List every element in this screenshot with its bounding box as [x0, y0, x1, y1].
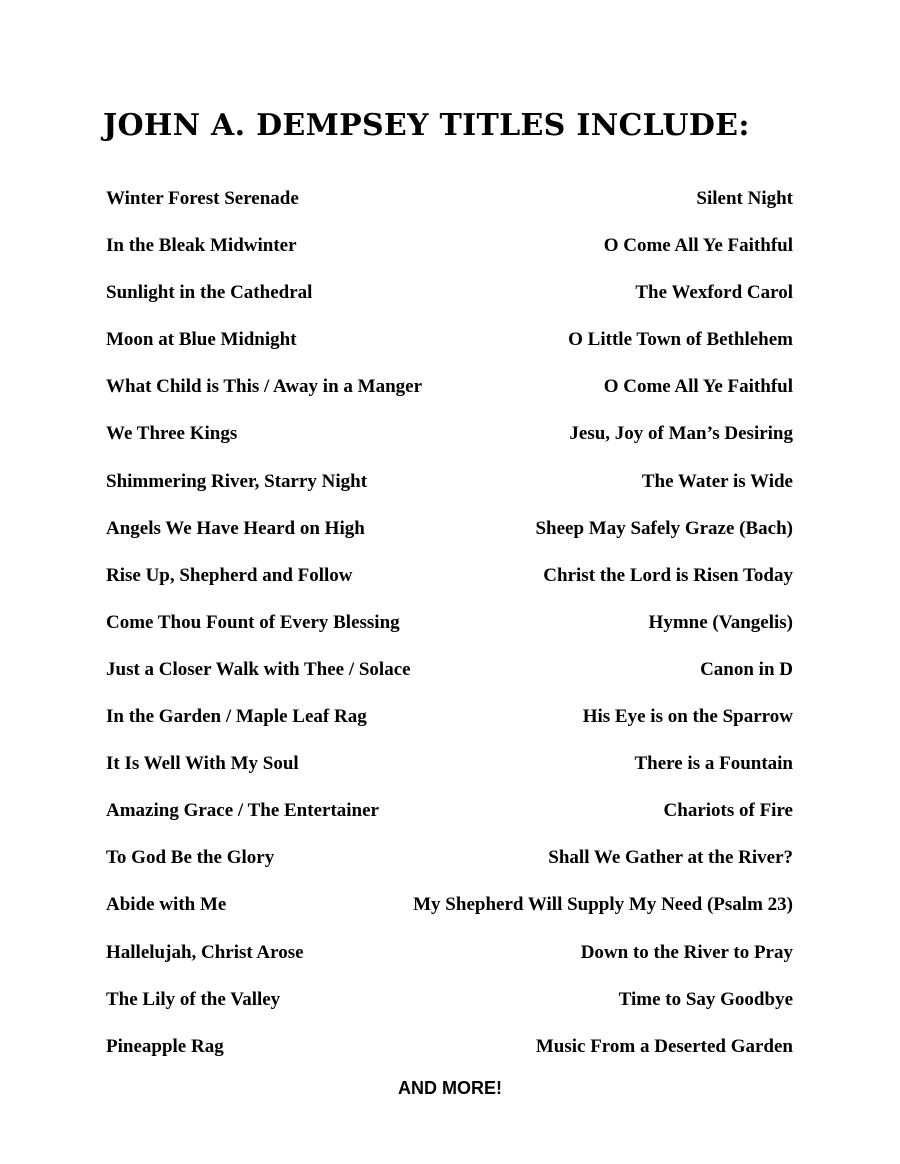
title-row	[106, 704, 793, 751]
title-row	[106, 657, 793, 704]
title-right: Sheep May Safely Graze (Bach)	[535, 517, 793, 539]
and-more-note: AND MORE!	[398, 1078, 502, 1098]
title-right: My Shepherd Will Supply My Need (Psalm 23)	[413, 894, 793, 916]
title-right: Shall We Gather at the River?	[548, 847, 793, 869]
title-row	[106, 845, 793, 892]
title-right: The Water is Wide	[641, 470, 793, 492]
title-row	[106, 186, 793, 233]
title-row	[106, 563, 793, 610]
title-right: O Come All Ye Faithful	[603, 235, 793, 257]
title-row	[106, 280, 793, 327]
title-left: Rise Up, Shepherd and Follow	[106, 564, 353, 586]
title-right: O Come All Ye Faithful	[603, 376, 793, 398]
title-left: Moon at Blue Midnight	[106, 329, 297, 351]
title-right: Silent Night	[696, 188, 793, 209]
title-left: To God Be the Glory	[106, 847, 275, 869]
title-left: We Three Kings	[106, 423, 238, 445]
title-row	[106, 233, 793, 280]
title-row	[106, 327, 793, 374]
title-right: There is a Fountain	[634, 753, 793, 775]
title-right: Down to the River to Pray	[580, 941, 793, 963]
title-right: O Little Town of Bethlehem	[568, 329, 793, 351]
title-left: Pineapple Rag	[106, 1035, 224, 1057]
title-row	[106, 1034, 793, 1081]
title-right: Time to Say Goodbye	[618, 988, 793, 1010]
title-row	[106, 892, 793, 939]
title-left: What Child is This / Away in a Manger	[106, 376, 423, 398]
title-row	[106, 516, 793, 563]
title-row	[106, 940, 793, 987]
title-list	[106, 186, 793, 1081]
title-left: The Lily of the Valley	[106, 988, 281, 1010]
title-row	[106, 987, 793, 1034]
title-left: In the Bleak Midwinter	[106, 235, 297, 257]
title-left: Come Thou Fount of Every Blessing	[106, 611, 400, 633]
title-row	[106, 798, 793, 845]
title-row	[106, 374, 793, 421]
title-right: Jesu, Joy of Man’s Desiring	[569, 423, 793, 445]
title-row	[106, 610, 793, 657]
title-right: Chariots of Fire	[663, 800, 793, 822]
title-right: Christ the Lord is Risen Today	[543, 564, 793, 586]
title-left: Shimmering River, Starry Night	[106, 470, 368, 492]
title-row	[106, 751, 793, 798]
title-row	[106, 469, 793, 516]
title-right: Hymne (Vangelis)	[648, 611, 793, 633]
title-left: Just a Closer Walk with Thee / Solace	[106, 658, 411, 680]
title-right: Canon in D	[700, 658, 793, 680]
title-left: In the Garden / Maple Leaf Rag	[106, 706, 367, 728]
title-left: Abide with Me	[106, 894, 227, 916]
title-left: Angels We Have Heard on High	[106, 517, 365, 539]
page-heading: JOHN A. DEMPSEY TITLES INCLUDE:	[103, 108, 750, 143]
title-left: Hallelujah, Christ Arose	[106, 941, 304, 963]
title-left: Amazing Grace / The Entertainer	[106, 800, 379, 822]
title-left: It Is Well With My Soul	[106, 753, 299, 775]
title-left: Winter Forest Serenade	[106, 188, 299, 209]
title-row	[106, 421, 793, 468]
title-right: His Eye is on the Sparrow	[582, 706, 793, 728]
title-right: The Wexford Carol	[635, 282, 793, 304]
title-left: Sunlight in the Cathedral	[106, 282, 313, 304]
title-right: Music From a Deserted Garden	[535, 1035, 793, 1057]
